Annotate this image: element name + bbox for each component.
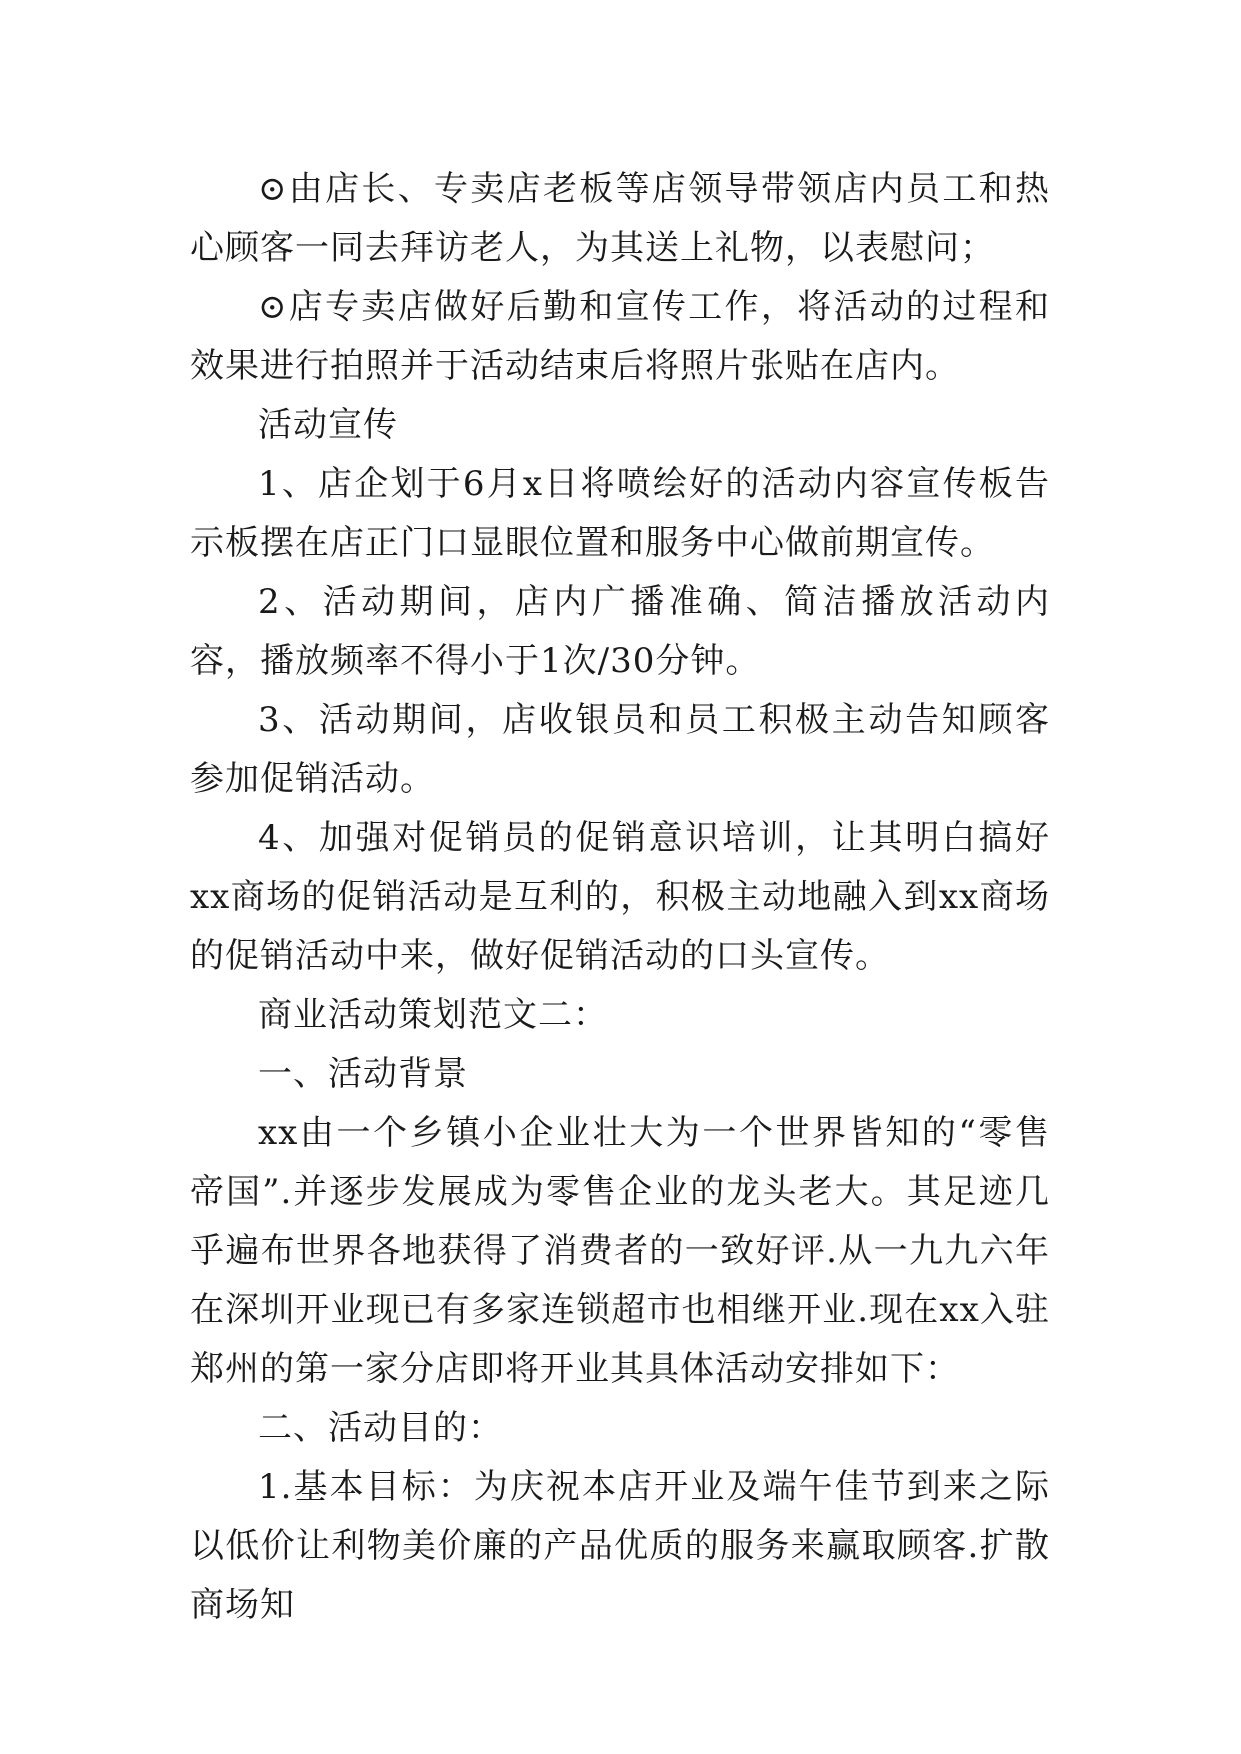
section-heading-publicity: 活动宣传 bbox=[258, 405, 398, 445]
paragraph-item-2: 2、活动期间，店内广播准确、简洁播放活动内容，播放频率不得小于1次/30分钟。 bbox=[190, 582, 1050, 681]
paragraph-item-1: 1、店企划于6月x日将喷绘好的活动内容宣传板告示板摆在店正门口显眼位置和服务中心做前期宣传。 bbox=[190, 464, 1050, 563]
section-heading-purpose: 二、活动目的： bbox=[258, 1408, 503, 1448]
paragraph-basic-goal: 1.基本目标：为庆祝本店开业及端午佳节到来之际以低价让利物美价廉的产品优质的服务来赢取顾客.扩散商场知 bbox=[190, 1467, 1050, 1625]
paragraph-logistics-publicity: ⊙店专卖店做好后勤和宣传工作，将活动的过程和效果进行拍照并于活动结束后将照片张贴在店内。 bbox=[190, 287, 1050, 386]
paragraph-item-3: 3、活动期间，店收银员和员工积极主动告知顾客参加促销活动。 bbox=[190, 700, 1050, 799]
section-heading-background: 一、活动背景 bbox=[258, 1054, 468, 1094]
paragraph-item-4: 4、加强对促销员的促销意识培训，让其明白搞好xx商场的促销活动是互利的，积极主动地融入到xx商场的促销活动中来，做好促销活动的口头宣传。 bbox=[190, 818, 1050, 976]
section-heading-sample-two: 商业活动策划范文二： bbox=[258, 995, 608, 1035]
document-body bbox=[190, 160, 1050, 1635]
paragraph-visit-elderly: ⊙由店长、专卖店老板等店领导带领店内员工和热心顾客一同去拜访老人，为其送上礼物，以表慰问； bbox=[190, 169, 1050, 268]
paragraph-background: xx由一个乡镇小企业壮大为一个世界皆知的“零售帝国”.并逐步发展成为零售企业的龙头老大。其足迹几乎遍布世界各地获得了消费者的一致好评.从一九九六年在深圳开业现已有多家连锁超市也相继开业.现在xx入驻郑州的第一家分店即将开业其具体活动安排如下： bbox=[190, 1113, 1050, 1389]
